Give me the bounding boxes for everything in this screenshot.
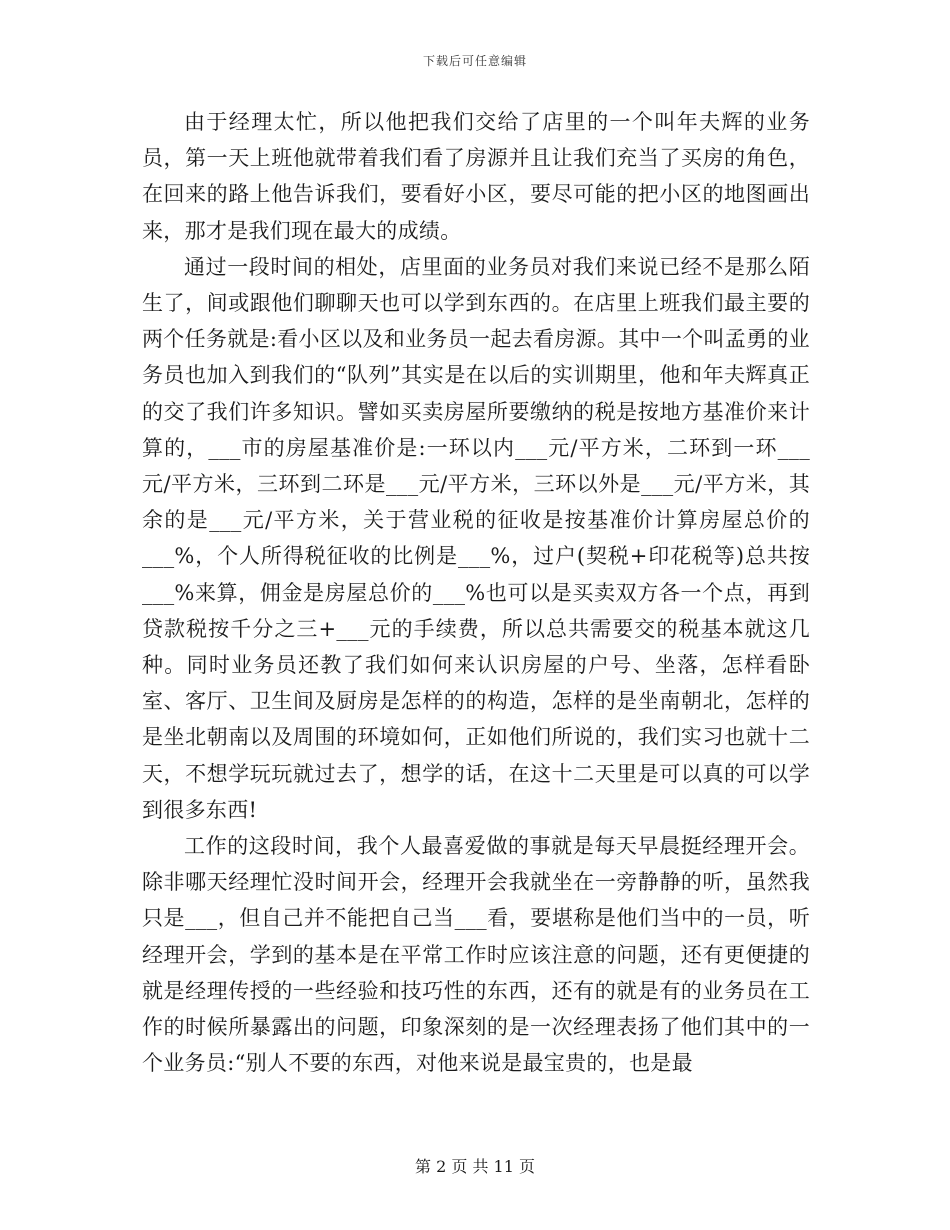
paragraph-2: 通过一段时间的相处，店里面的业务员对我们来说已经不是那么陌生了，间或跟他们聊聊天也可以学到东西的。在店里上班我们最主要的两个任务就是:看小区以及和业务员一起去看房源。其中一个叫孟勇的业务员也加入到我们的“队列”其实是在以后的实训期里，他和年夫辉真正的交了我们许多知识。譬如买卖房屋所要缴纳的税是按地方基准价来计算的，___市的房屋基准价是:一环以内___元/平方米，二环到一环___元/平方米，三环到二环是___元/平方米，三环以外是___元/平方米，其余的是___元/平方米，关于营业税的征收是按基准价计算房屋总价的___%，个人所得税征收的比例是___%，过户(契税+印花税等)总共按___%来算，佣金是房屋总价的___%也可以是买卖双方各一个点，再到贷款税按千分之三+___元的手续费，所以总共需要交的税基本就这几种。同时业务员还教了我们如何来认识房屋的户号、坐落，怎样看卧室、客厅、卫生间及厨房是怎样的的构造，怎样的是坐南朝北，怎样的是坐北朝南以及周围的环境如何，正如他们所说的，我们实习也就十二天，不想学玩玩就过去了，想学的话，在这十二天里是可以真的可以学到很多东西!: [142, 254, 810, 822]
page-header-note: 下载后可任意编辑: [422, 54, 527, 68]
paragraph-3: 工作的这段时间，我个人最喜爱做的事就是每天早晨挺经理开会。除非哪天经理忙没时间开会，经理开会我就坐在一旁静静的听，虽然我只是___，但自己并不能把自己当___看，要堪称是他们当中的一员，听经理开会，学到的基本是在平常工作时应该注意的问题，还有更便捷的就是经理传授的一些经验和技巧性的东西，还有的就是有的业务员在工作的时候所暴露出的问题，印象深刻的是一次经理表扬了他们其中的一个业务员:“别人不要的东西，对他来说是最宝贵的，也是最: [142, 834, 810, 1076]
page-number-footer: 第 2 页 共 11 页: [415, 1157, 535, 1176]
document-body: [142, 104, 810, 1081]
paragraph-1: 由于经理太忙，所以他把我们交给了店里的一个叫年夫辉的业务员，第一天上班他就带着我们看了房源并且让我们充当了买房的角色，在回来的路上他告诉我们，要看好小区，要尽可能的把小区的地图画出来，那才是我们现在最大的成绩。: [142, 110, 810, 243]
